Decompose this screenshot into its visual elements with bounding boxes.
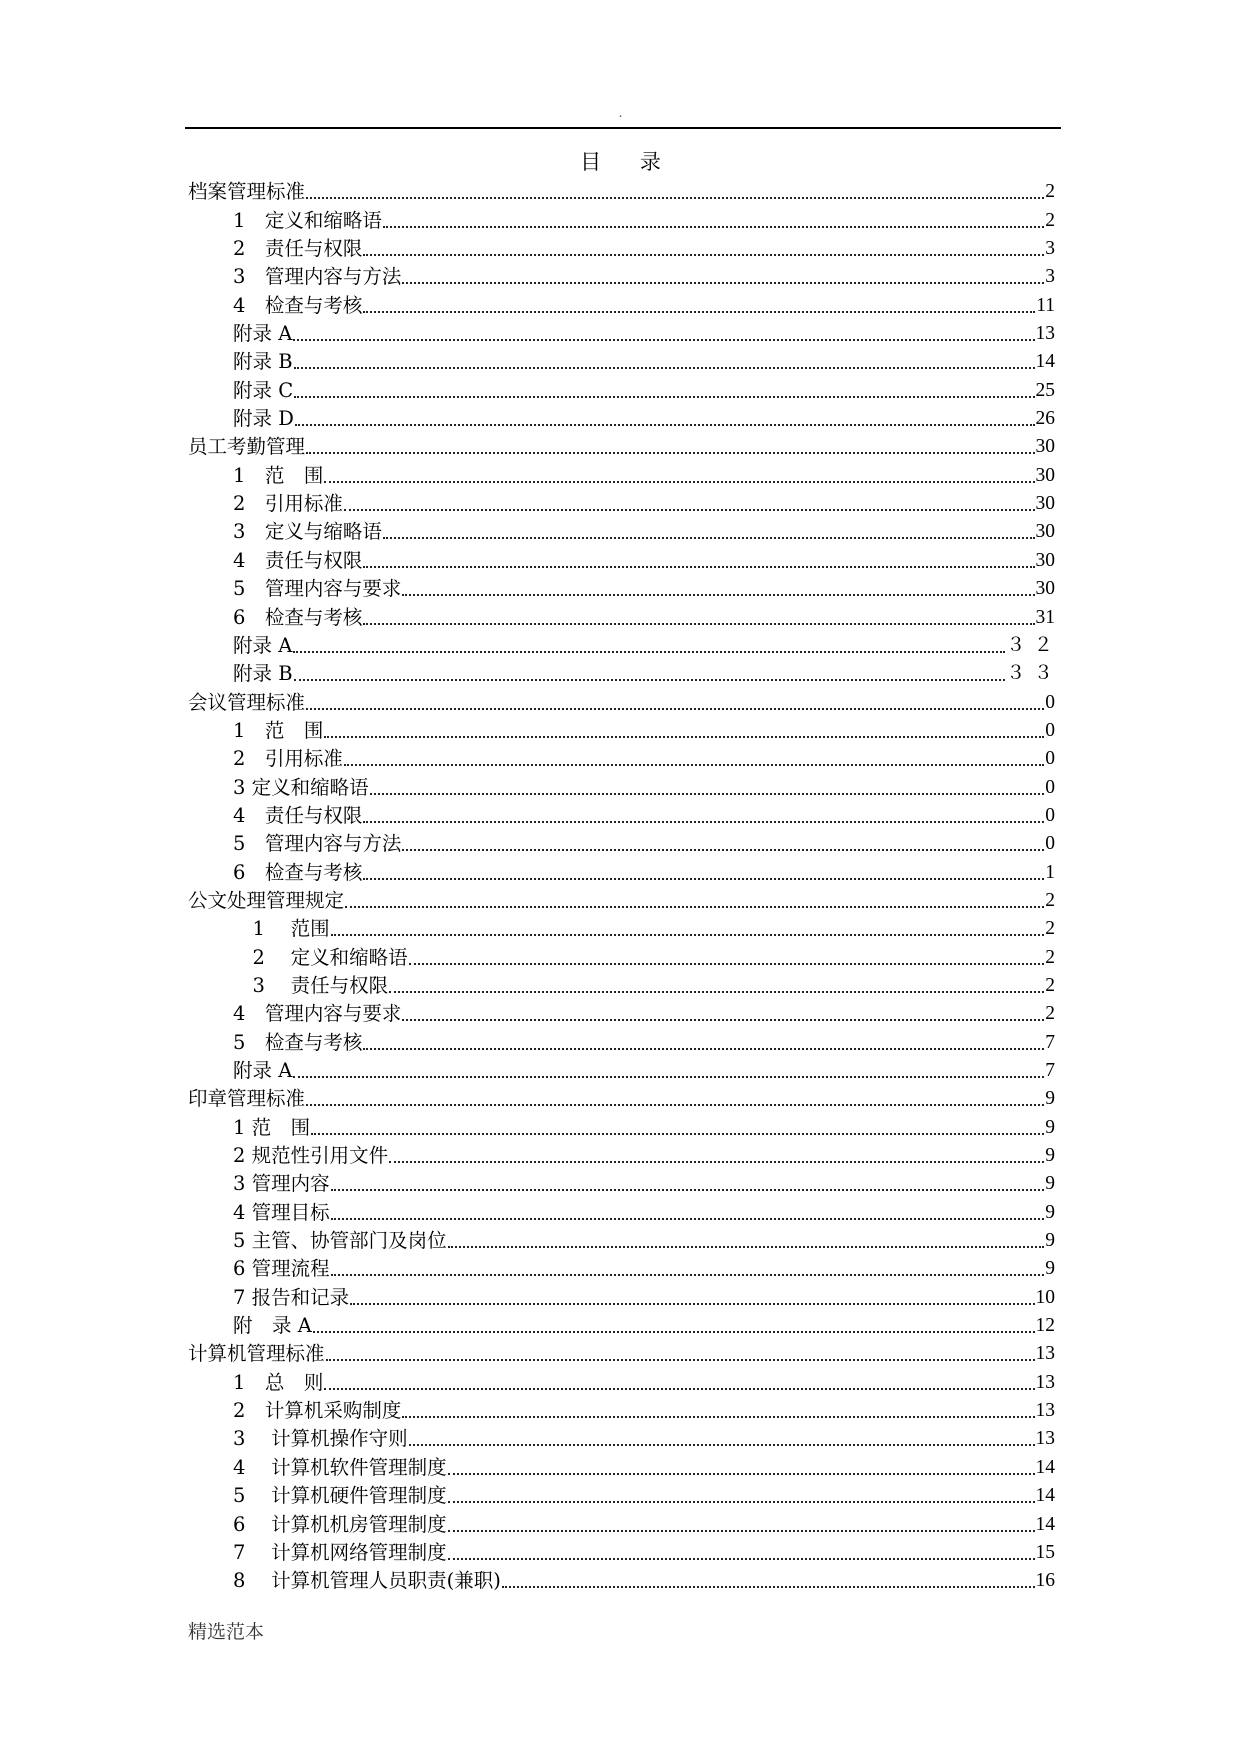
toc-entry[interactable] [188, 800, 1061, 828]
toc-entry[interactable] [188, 1055, 1061, 1083]
toc-entry-page-number: 1 [1045, 861, 1055, 883]
toc-entry-page-number: 10 [1035, 1286, 1055, 1308]
toc-entry[interactable] [188, 318, 1061, 346]
toc-entry-page-number: 9 [1045, 1116, 1055, 1138]
toc-dot-leader [331, 1218, 1044, 1220]
toc-entry-label: 公文处理管理规定 [188, 888, 345, 912]
toc-title: 目 录 [580, 150, 677, 174]
toc-entry-label: 附录 D [233, 407, 294, 431]
toc-entry[interactable] [188, 715, 1061, 743]
toc-entry[interactable] [188, 204, 1061, 232]
toc-entry-label: 1 范 围 [233, 463, 324, 487]
toc-entry-label: 附 录 A [233, 1314, 312, 1338]
toc-dot-leader [331, 1189, 1044, 1191]
toc-entry-page-number: 2 [1045, 918, 1055, 940]
toc-entry-label: 5 检查与考核 [233, 1030, 363, 1054]
toc-dot-leader [293, 1076, 1044, 1078]
toc-entry[interactable] [188, 176, 1061, 204]
toc-entry[interactable] [188, 998, 1061, 1026]
toc-entry[interactable] [188, 1225, 1061, 1253]
toc-entry[interactable] [188, 374, 1061, 402]
toc-entry[interactable] [188, 289, 1061, 317]
toc-entry-label: 附录 A [233, 1059, 293, 1082]
toc-dot-leader [306, 708, 1044, 710]
toc-entry-label: 5 主管、协管部门及岗位 [233, 1229, 447, 1253]
toc-entry-page-number: 30 [1035, 521, 1055, 543]
toc-dot-leader [294, 396, 1034, 398]
toc-entry-page-number: 14 [1035, 351, 1055, 373]
toc-entry-page-number: 30 [1035, 549, 1055, 571]
toc-entry-label: 附录 A [233, 633, 293, 657]
toc-dot-leader [324, 736, 1044, 738]
toc-entry[interactable] [188, 1140, 1061, 1168]
toc-entry-label: 6 检查与考核 [233, 605, 363, 629]
toc-entry[interactable] [188, 885, 1061, 913]
toc-dot-leader [448, 1473, 1035, 1475]
toc-entry-page-number: 2 [1045, 181, 1055, 203]
toc-dot-leader [295, 424, 1035, 426]
toc-dot-leader [306, 1104, 1044, 1106]
toc-dot-leader [363, 878, 1044, 880]
toc-entry-page-number: 0 [1045, 833, 1055, 855]
toc-entry-label: 6 管理流程 [233, 1257, 330, 1281]
toc-entry[interactable] [188, 686, 1061, 714]
toc-entry-page-number: 9 [1045, 1088, 1055, 1110]
toc-entry-label: 档案管理标准 [188, 180, 306, 204]
toc-entry-label: 5 管理内容与要求 [233, 577, 402, 601]
toc-entry-label: 附录 B [233, 662, 293, 686]
toc-dot-leader [306, 452, 1034, 454]
toc-entry-page-number: 9 [1045, 1258, 1055, 1280]
toc-entry[interactable] [188, 1565, 1061, 1593]
toc-dot-leader [448, 1530, 1035, 1532]
toc-entry-label: 3 管理内容与方法 [233, 265, 402, 289]
toc-entry[interactable] [188, 601, 1061, 629]
toc-entry-label: 员工考勤管理 [188, 435, 306, 459]
toc-dot-leader [293, 339, 1034, 341]
toc-dot-leader [409, 1444, 1035, 1446]
toc-entry-page-number: 2 [1045, 209, 1055, 231]
toc-entry-label: 7 计算机网络管理制度 [233, 1540, 447, 1564]
toc-entry-page-number: 14 [1035, 1456, 1055, 1478]
toc-entry-page-number: 9 [1045, 1145, 1055, 1167]
toc-entry[interactable] [188, 941, 1061, 969]
toc-entry-label: 1 范 围 [233, 718, 324, 742]
toc-entry-label: 3 责任与权限 [233, 973, 389, 997]
toc-dot-leader [448, 1501, 1035, 1503]
toc-entry-label: 2 定义和缩略语 [233, 945, 408, 969]
toc-entry-label: 2 责任与权限 [233, 237, 363, 261]
toc-dot-leader [402, 594, 1034, 596]
toc-entry-label: 4 检查与考核 [233, 293, 363, 317]
toc-dot-leader [331, 934, 1044, 936]
toc-entry[interactable] [188, 970, 1061, 998]
toc-dot-leader [402, 1019, 1044, 1021]
toc-entry-page-number: 2 [1045, 946, 1055, 968]
toc-entry-page-number: 0 [1045, 748, 1055, 770]
toc-dot-leader [293, 651, 1005, 653]
toc-entry-label: 7 报告和记录 [233, 1285, 350, 1309]
toc-entry-page-number: 30 [1035, 436, 1055, 458]
toc-entry-page-number: 16 [1035, 1570, 1055, 1592]
toc-entry-page-number: 14 [1035, 1485, 1055, 1507]
toc-dot-leader [502, 1586, 1035, 1588]
toc-entry-label: 2 计算机采购制度 [233, 1399, 402, 1423]
footer-text: 精选范本 [188, 1621, 265, 1643]
toc-entry[interactable] [188, 403, 1061, 431]
toc-entry[interactable] [188, 1111, 1061, 1139]
toc-entry-page-number: 0 [1045, 719, 1055, 741]
toc-entry-page-number: 9 [1045, 1173, 1055, 1195]
toc-dot-leader [313, 1331, 1035, 1333]
toc-entry-label: 印章管理标准 [188, 1087, 306, 1111]
toc-entry[interactable] [188, 1451, 1061, 1479]
toc-entry-page-number: ３２ [1005, 634, 1061, 656]
toc-dot-leader [331, 1274, 1044, 1276]
toc-dot-leader [402, 1416, 1034, 1418]
toc-entry-page-number: 9 [1045, 1201, 1055, 1223]
toc-entry-label: 1 总 则 [233, 1370, 324, 1394]
toc-dot-leader [448, 1558, 1035, 1560]
toc-dot-leader [350, 1303, 1034, 1305]
toc-dot-leader [306, 197, 1044, 199]
toc-dot-leader [409, 963, 1044, 965]
toc-entry[interactable] [188, 1366, 1061, 1394]
toc-entry[interactable] [188, 913, 1061, 941]
toc-entry-label: 2 引用标准 [233, 747, 343, 771]
toc-entry-page-number: 0 [1045, 776, 1055, 798]
toc-dot-leader [311, 1133, 1044, 1135]
toc-entry[interactable] [188, 1423, 1061, 1451]
toc-dot-leader [389, 1161, 1044, 1163]
toc-entry[interactable] [188, 516, 1061, 544]
toc-dot-leader [383, 226, 1044, 228]
toc-entry-page-number: 7 [1045, 1060, 1055, 1081]
toc-dot-leader [363, 821, 1044, 823]
toc-dot-leader [448, 1246, 1044, 1248]
toc-dot-leader [363, 1048, 1044, 1050]
toc-entry-page-number: 3 [1045, 266, 1055, 288]
toc-entry[interactable] [188, 828, 1061, 856]
toc-entry-page-number: 12 [1035, 1315, 1055, 1337]
table-of-contents [188, 176, 1061, 1593]
toc-entry[interactable] [188, 1508, 1061, 1536]
toc-dot-leader [294, 679, 1005, 681]
toc-dot-leader [363, 254, 1044, 256]
toc-entry-page-number: 15 [1035, 1541, 1055, 1563]
toc-entry[interactable] [188, 1480, 1061, 1508]
toc-entry-page-number: 11 [1036, 294, 1055, 316]
toc-dot-leader [389, 991, 1044, 993]
toc-entry-label: 5 管理内容与方法 [233, 832, 402, 856]
toc-entry-page-number: 26 [1035, 408, 1055, 430]
toc-entry[interactable] [188, 1253, 1061, 1281]
toc-entry-page-number: 25 [1035, 379, 1055, 401]
toc-entry[interactable] [188, 346, 1061, 374]
toc-entry[interactable] [188, 856, 1061, 884]
toc-entry-label: 3 计算机操作守则 [233, 1427, 408, 1451]
toc-entry-page-number: ３３ [1005, 663, 1061, 685]
toc-entry-page-number: 2 [1045, 974, 1055, 996]
toc-dot-leader [370, 793, 1044, 795]
toc-entry-label: 6 计算机机房管理制度 [233, 1512, 447, 1536]
toc-entry[interactable] [188, 1196, 1061, 1224]
toc-entry[interactable] [188, 658, 1061, 686]
toc-dot-leader [402, 849, 1044, 851]
toc-entry-label: 4 管理目标 [233, 1200, 330, 1224]
toc-dot-leader [363, 623, 1034, 625]
toc-entry-page-number: 9 [1045, 1230, 1055, 1252]
toc-entry[interactable] [188, 1026, 1061, 1054]
toc-dot-leader [345, 906, 1044, 908]
toc-entry[interactable] [188, 233, 1061, 261]
toc-entry[interactable] [188, 771, 1061, 799]
toc-dot-leader [363, 311, 1035, 313]
toc-entry[interactable] [188, 261, 1061, 289]
toc-entry-label: 3 管理内容 [233, 1172, 330, 1196]
toc-entry-page-number: 30 [1035, 493, 1055, 515]
toc-dot-leader [294, 367, 1035, 369]
toc-entry-page-number: 14 [1035, 1513, 1055, 1535]
toc-entry[interactable] [188, 544, 1061, 572]
header-mark: . [618, 106, 623, 120]
toc-dot-leader [324, 1388, 1034, 1390]
toc-entry-page-number: 13 [1035, 1371, 1055, 1393]
toc-entry-page-number: 0 [1045, 691, 1055, 713]
toc-entry-page-number: 2 [1045, 889, 1055, 911]
toc-entry[interactable] [188, 1395, 1061, 1423]
toc-entry[interactable] [188, 1168, 1061, 1196]
toc-entry-page-number: 3 [1045, 238, 1055, 260]
toc-dot-leader [326, 1359, 1035, 1361]
toc-entry-page-number: 30 [1035, 578, 1055, 600]
toc-entry[interactable] [188, 488, 1061, 516]
toc-entry[interactable] [188, 1083, 1061, 1111]
toc-entry-label: 1 定义和缩略语 [233, 208, 382, 232]
toc-dot-leader [344, 509, 1035, 511]
toc-entry-label: 1 范 围 [233, 1115, 311, 1139]
toc-dot-leader [363, 566, 1034, 568]
toc-entry-page-number: 13 [1035, 1400, 1055, 1422]
toc-dot-leader [344, 764, 1044, 766]
toc-entry-page-number: 31 [1035, 606, 1055, 628]
toc-entry[interactable] [188, 459, 1061, 487]
toc-entry-label: 5 计算机硬件管理制度 [233, 1484, 447, 1508]
toc-entry[interactable] [188, 743, 1061, 771]
toc-entry-label: 2 引用标准 [233, 492, 343, 516]
toc-entry-page-number: 13 [1035, 1428, 1055, 1450]
toc-entry-label: 附录 B [233, 350, 293, 374]
toc-entry-label: 4 管理内容与要求 [233, 1002, 402, 1026]
toc-entry-label: 8 计算机管理人员职责(兼职) [233, 1569, 501, 1593]
toc-dot-leader [383, 537, 1035, 539]
header-rule [185, 127, 1061, 129]
toc-entry-label: 计算机管理标准 [188, 1342, 325, 1366]
toc-entry-label: 4 计算机软件管理制度 [233, 1455, 447, 1479]
toc-entry-label: 4 责任与权限 [233, 548, 363, 572]
toc-entry-label: 3 定义与缩略语 [233, 520, 382, 544]
toc-entry-page-number: 2 [1045, 1003, 1055, 1025]
toc-entry-page-number: 7 [1045, 1031, 1055, 1053]
toc-entry[interactable] [188, 1338, 1061, 1366]
toc-entry-label: 6 检查与考核 [233, 860, 363, 884]
toc-entry-label: 附录 C [233, 378, 294, 402]
toc-entry-page-number: 30 [1035, 464, 1055, 486]
toc-entry[interactable] [188, 573, 1061, 601]
toc-entry-page-number: 0 [1045, 804, 1055, 826]
toc-entry[interactable] [188, 630, 1061, 658]
toc-entry[interactable] [188, 431, 1061, 459]
toc-entry[interactable] [188, 1537, 1061, 1565]
toc-entry-label: 1 范围 [233, 917, 330, 941]
toc-entry[interactable] [188, 1281, 1061, 1309]
toc-entry-label: 4 责任与权限 [233, 803, 363, 827]
toc-entry-page-number: 13 [1035, 323, 1055, 345]
toc-dot-leader [324, 481, 1034, 483]
toc-entry[interactable] [188, 1310, 1061, 1338]
toc-entry-page-number: 13 [1035, 1343, 1055, 1365]
toc-entry-label: 3 定义和缩略语 [233, 775, 369, 799]
toc-entry-label: 附录 A [233, 322, 293, 346]
toc-entry-label: 会议管理标准 [188, 690, 306, 714]
toc-entry-label: 2 规范性引用文件 [233, 1144, 389, 1168]
toc-dot-leader [402, 282, 1044, 284]
